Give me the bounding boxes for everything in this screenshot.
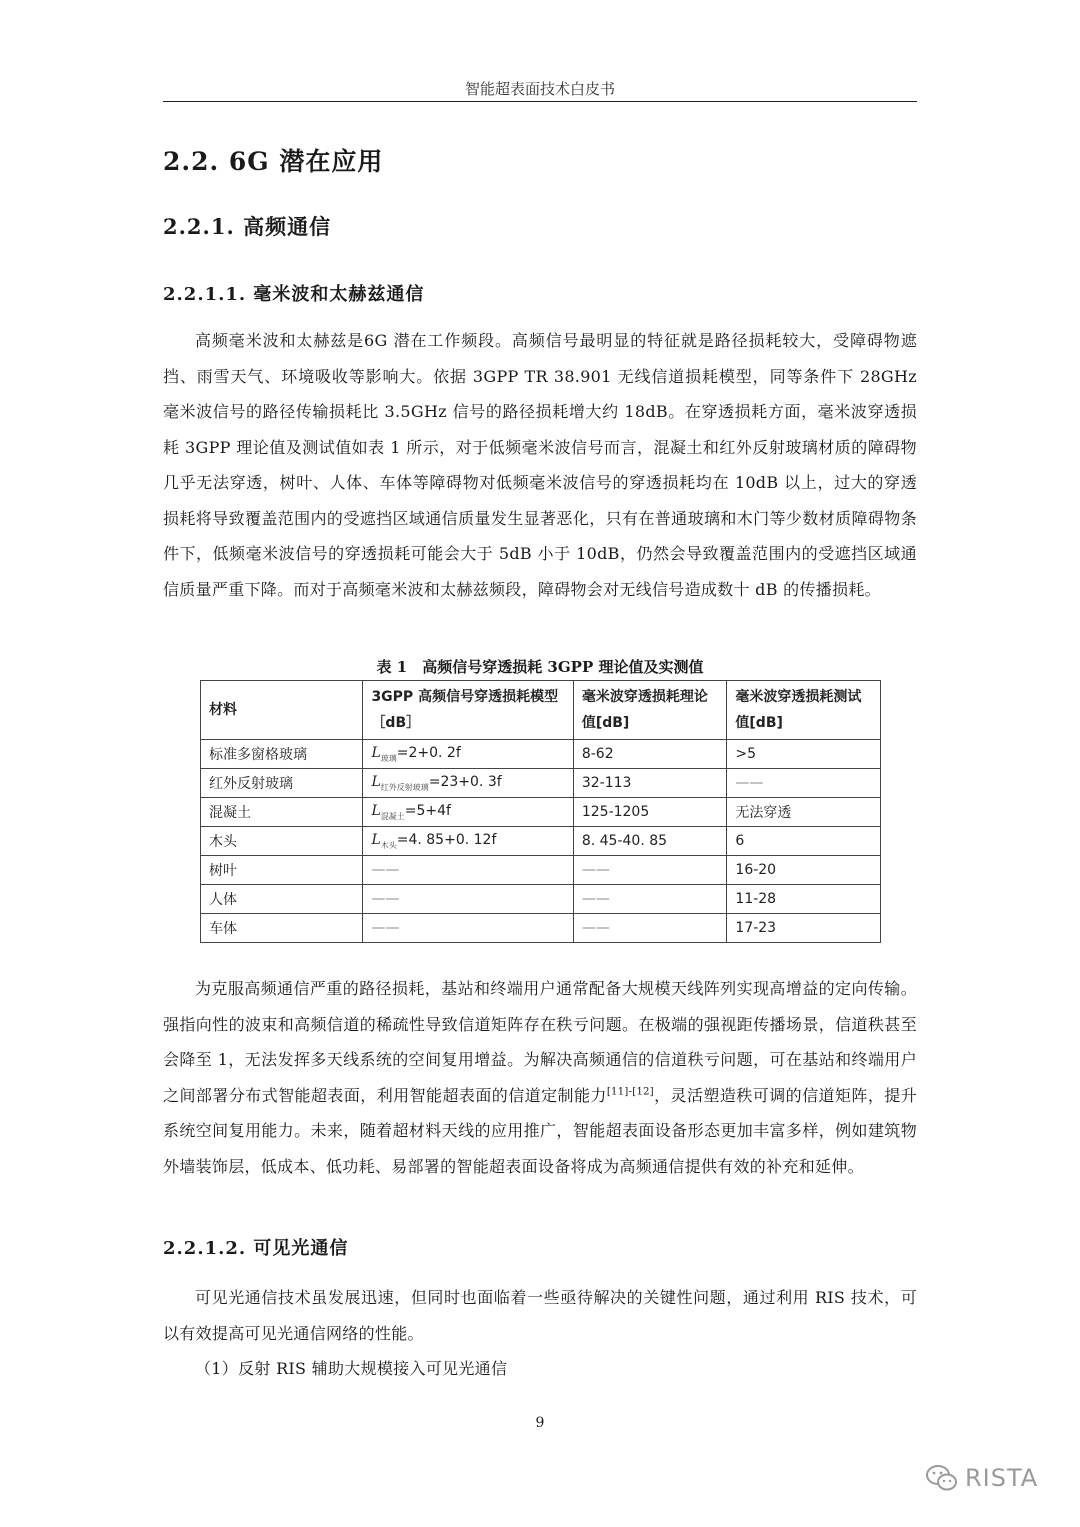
material-cell: 人体 <box>201 885 363 914</box>
model-cell <box>363 827 573 856</box>
header-rule <box>163 101 917 102</box>
theory-cell: 8-62 <box>573 740 727 769</box>
material-cell: 车体 <box>201 914 363 943</box>
table-row <box>201 856 881 885</box>
formula-expression: =5+4f <box>404 802 451 819</box>
paragraph-vlc-intro: 可见光通信技术虽发展迅速，但同时也面临着一些亟待解决的关键性问题，通过利用 RIS 技术，可以有效提高可见光通信网络的性能。 <box>163 1288 917 1343</box>
material-cell: 标准多窗格玻璃 <box>201 740 363 769</box>
citation-ref[interactable]: [11]-[12] <box>606 1086 654 1098</box>
section-heading-2-2-1-2: 2.2.1.2. 可见光通信 <box>163 1238 349 1259</box>
paragraph-vlc-item-1: （1）反射 RIS 辅助大规模接入可见光通信 <box>195 1359 508 1378</box>
table-header-cell: 3GPP 高频信号穿透损耗模型［dB］ <box>363 681 573 740</box>
penetration-loss-table <box>200 680 881 943</box>
table-header-cell: 毫米波穿透损耗理论值[dB] <box>573 681 727 740</box>
formula-subscript: 红外反射玻璃 <box>380 782 429 792</box>
table-header-row <box>201 681 881 740</box>
page-number: 9 <box>535 1415 545 1431</box>
paragraph-text: 为克服高频通信严重的路径损耗，基站和终端用户通常配备大规模天线阵列实现高增益的定向传输。强指向性的波束和高频信道的稀疏性导致信道矩阵存在秩亏问题。在极端的强视距传播场景，信道秩甚至会降至 1，无法发挥多天线系统的空间复用增益。为解决高频通信的信道秩亏问题，可在基站和终端用户之间部署分布式智能超表面，利用智能超表面的信道定制能力 <box>163 979 917 1105</box>
model-cell <box>363 740 573 769</box>
formula-subscript: 玻璃 <box>380 753 397 763</box>
section-heading-2-2: 2.2. 6G 潜在应用 <box>163 147 384 176</box>
material-cell: 红外反射玻璃 <box>201 769 363 798</box>
model-cell <box>363 856 573 885</box>
formula-symbol: L <box>371 773 381 790</box>
table-row <box>201 798 881 827</box>
material-cell: 树叶 <box>201 856 363 885</box>
formula-symbol: L <box>371 831 381 848</box>
paragraph-text: ，灵活塑造秩可调的信道矩阵，提升系统空间复用能力。未来，随着超材料天线的应用推广，智能超表面设备形态更加丰富多样，例如建筑物外墙装饰层，低成本、低功耗、易部署的智能超表面设备将成为高频通信提供有效的补充和延伸。 <box>163 1085 917 1176</box>
watermark <box>925 1463 1038 1493</box>
paragraph-mmwave-thz: 高频毫米波和太赫兹是6G 潜在工作频段。高频信号最明显的特征就是路径损耗较大，受障碍物遮挡、雨雪天气、环境吸收等影响大。依据 3GPP TR 38.901 无线信道损耗模型，同等条件下 28GHz 毫米波信号的路径传输损耗比 3.5GHz 信号的路径损耗增大约 18dB。在穿透损耗方面，毫米波穿透损耗 3GPP 理论值及测试值如表 1 所示，对于低频毫米波信号而言，混凝土和红外反射玻璃材质的障碍物几乎无法穿透，树叶、人体、车体等障碍物对低频毫米波信号的穿透损耗均在 10dB 以上，过大的穿透损耗将导致覆盖范围内的受遮挡区域通信质量发生显著恶化，只有在普通玻璃和木门等少数材质障碍物条件下，低频毫米波信号的穿透损耗可能会大于 5dB 小于 10dB，仍然会导致覆盖范围内的受遮挡区域通信质量严重下降。而对于高频毫米波和太赫兹频段，障碍物会对无线信号造成数十 dB 的传播损耗。 <box>163 331 917 599</box>
theory-cell: 32-113 <box>573 769 727 798</box>
section-heading-2-2-1-1: 2.2.1.1. 毫米波和太赫兹通信 <box>163 284 425 305</box>
measured-cell: 16-20 <box>727 856 881 885</box>
formula-expression: —— <box>371 862 400 878</box>
measured-cell: 17-23 <box>727 914 881 943</box>
wechat-icon <box>925 1463 959 1493</box>
theory-cell: —— <box>573 885 727 914</box>
table-caption: 表 1 高频信号穿透损耗 3GPP 理论值及实测值 <box>376 658 704 676</box>
formula-expression: =23+0. 3f <box>428 773 502 790</box>
measured-cell: —— <box>727 769 881 798</box>
formula-subscript: 混凝土 <box>380 811 405 821</box>
table-row <box>201 885 881 914</box>
formula-expression: —— <box>371 920 400 936</box>
model-cell <box>363 885 573 914</box>
table-row <box>201 827 881 856</box>
measured-cell: 11-28 <box>727 885 881 914</box>
model-cell <box>363 798 573 827</box>
measured-cell: 无法穿透 <box>727 798 881 827</box>
material-cell: 木头 <box>201 827 363 856</box>
page-header-title: 智能超表面技术白皮书 <box>464 80 615 98</box>
formula-symbol: L <box>371 744 381 761</box>
measured-cell: >5 <box>727 740 881 769</box>
model-cell <box>363 769 573 798</box>
table-header-cell: 毫米波穿透损耗测试值[dB] <box>727 681 881 740</box>
formula-expression: —— <box>371 891 400 907</box>
formula-expression: =2+0. 2f <box>396 744 461 761</box>
table-row <box>201 914 881 943</box>
theory-cell: —— <box>573 856 727 885</box>
table-header-cell: 材料 <box>201 681 363 740</box>
table-row <box>201 769 881 798</box>
paragraph-high-freq-solution <box>163 971 917 1184</box>
model-cell <box>363 914 573 943</box>
material-cell: 混凝土 <box>201 798 363 827</box>
measured-cell: 6 <box>727 827 881 856</box>
table-row <box>201 740 881 769</box>
theory-cell: 125-1205 <box>573 798 727 827</box>
section-heading-2-2-1: 2.2.1. 高频通信 <box>163 214 332 239</box>
formula-subscript: 木头 <box>380 840 397 850</box>
watermark-text: RISTA <box>965 1464 1039 1492</box>
theory-cell: 8. 45-40. 85 <box>573 827 727 856</box>
formula-expression: =4. 85+0. 12f <box>396 831 497 848</box>
formula-symbol: L <box>371 802 381 819</box>
theory-cell: —— <box>573 914 727 943</box>
